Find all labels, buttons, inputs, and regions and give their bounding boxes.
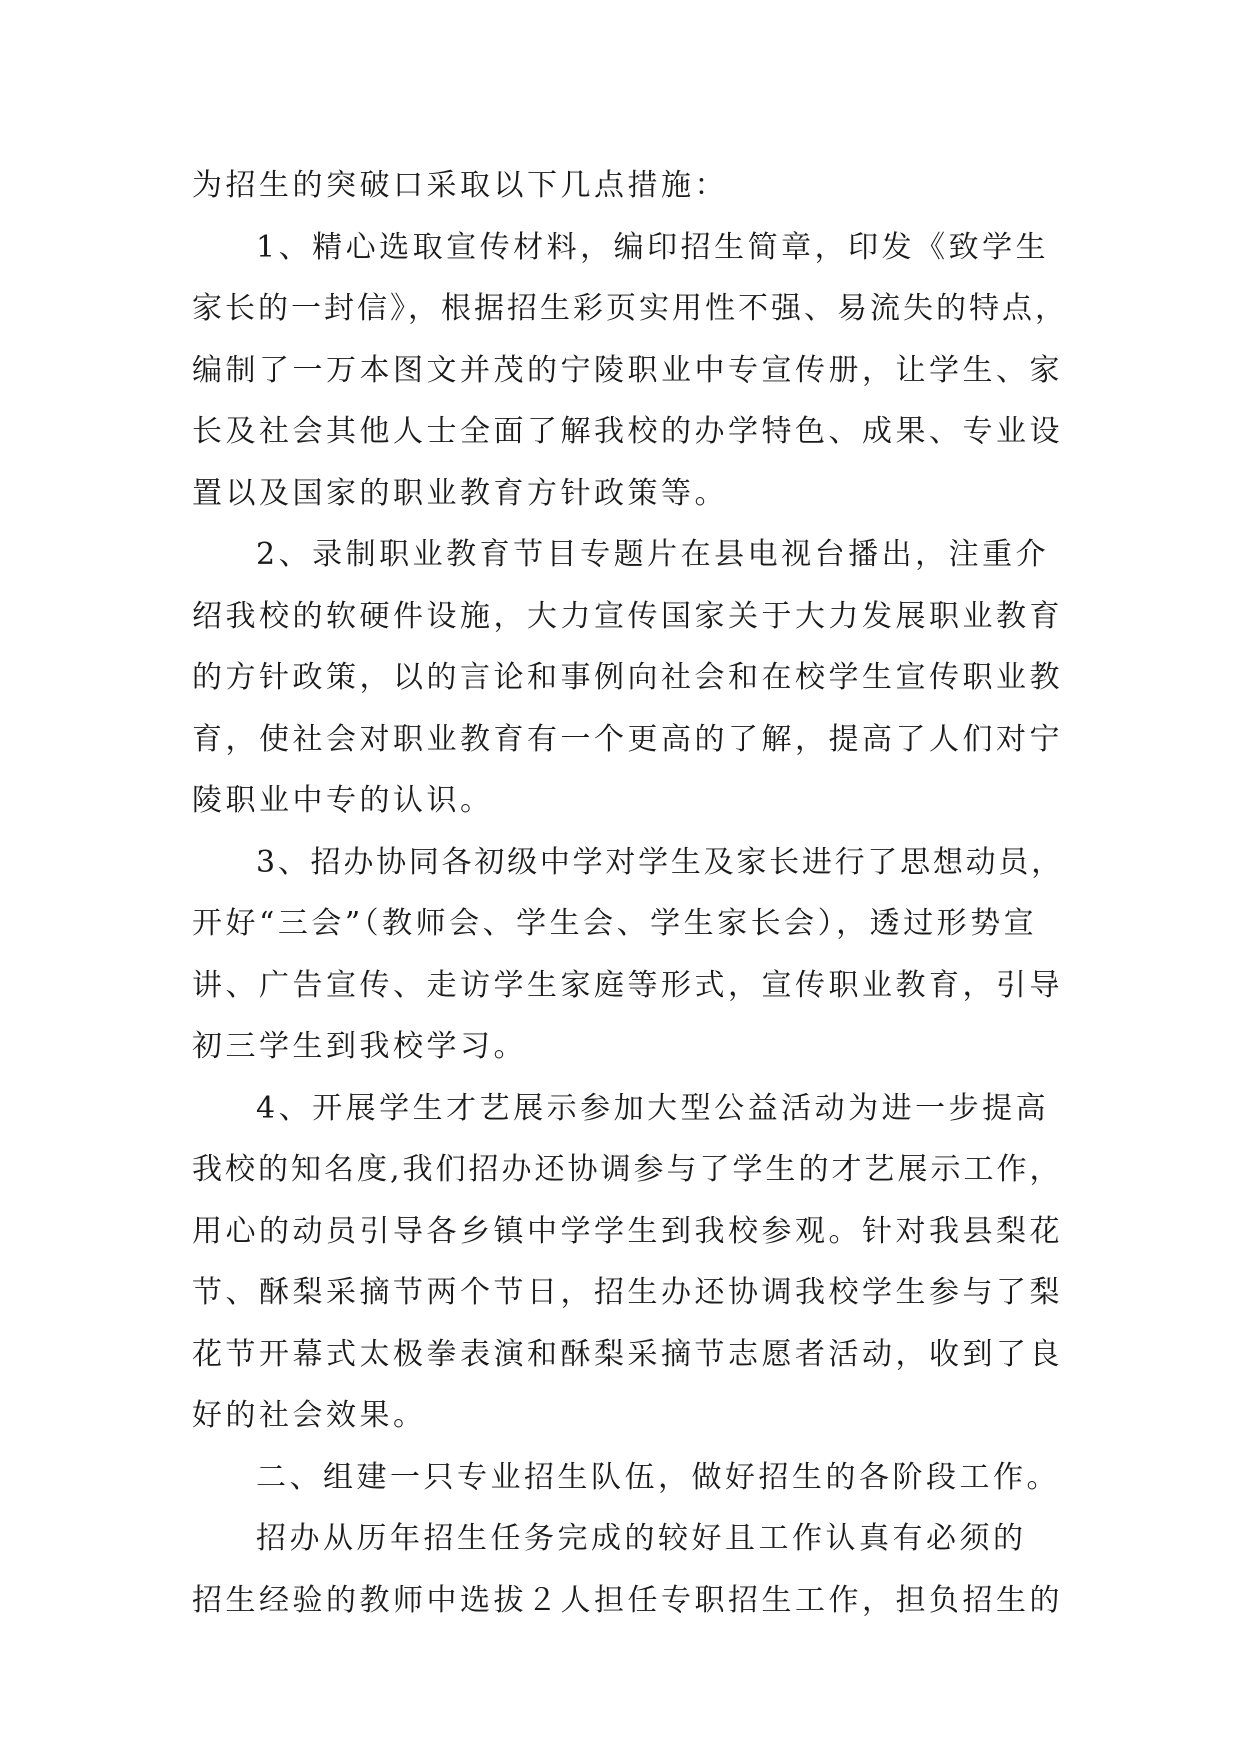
paragraph-first-line: 1、精心选取宣传材料，编印招生简章，印发《致学生 [256, 229, 1050, 265]
text-line: 置以及国家的职业教育方针政策等。 [192, 475, 728, 511]
text-line: 编制了一万本图文并茂的宁陵职业中专宣传册，让学生、家 [192, 352, 1063, 388]
text-line: 好的社会效果。 [192, 1398, 427, 1433]
paragraph-first-line: 2、录制职业教育节目专题片在县电视台播出，注重介 [256, 537, 1050, 572]
text-line: 初三学生到我校学习。 [192, 1029, 527, 1064]
text-line: 家长的一封信》，根据招生彩页实用性不强、易流失的特点， [192, 291, 1068, 326]
text-line: 的方针政策，以的言论和事例向社会和在校学生宣传职业教 [192, 660, 1063, 695]
text-line: 绍我校的软硬件设施，大力宣传国家关于大力发展职业教育 [192, 598, 1063, 634]
text-line: 用心的动员引导各乡镇中学学生到我校参观。针对我县梨花 [192, 1213, 1063, 1249]
paragraph-first-line: 招办从历年招生任务完成的较好且工作认真有必须的 [256, 1521, 1027, 1556]
text-line: 讲、广告宣传、走访学生家庭等形式，宣传职业教育，引导 [192, 967, 1063, 1003]
body-text [192, 155, 1068, 1631]
text-line: 招生经验的教师中选拔２人担任专职招生工作，担负招生的 [192, 1582, 1063, 1618]
paragraph-first-line: 3、招办协同各初级中学对学生及家长进行了思想动员， [256, 844, 1064, 880]
text-line: 我校的知名度,我们招办还协调参与了学生的才艺展示工作， [192, 1152, 1063, 1187]
text-line: 陵职业中专的认识。 [192, 783, 494, 818]
paragraph-first-line: 4、开展学生才艺展示参加大型公益活动为进一步提高 [256, 1090, 1050, 1126]
paragraph-first-line: 二、组建一只专业招生队伍，做好招生的各阶段工作。 [256, 1459, 1060, 1495]
text-line: 为招生的突破口采取以下几点措施： [192, 168, 728, 203]
text-line: 花节开幕式太极拳表演和酥梨采摘节志愿者活动，收到了良 [192, 1336, 1063, 1372]
text-line: 育，使社会对职业教育有一个更高的了解，提高了人们对宁 [192, 721, 1063, 757]
text-line: 开好“三会”（教师会、学生会、学生家长会），透过形势宣 [192, 906, 1038, 941]
text-line: 长及社会其他人士全面了解我校的办学特色、成果、专业设 [192, 414, 1063, 449]
text-line: 节、酥梨采摘节两个节日，招生办还协调我校学生参与了梨 [192, 1275, 1063, 1310]
